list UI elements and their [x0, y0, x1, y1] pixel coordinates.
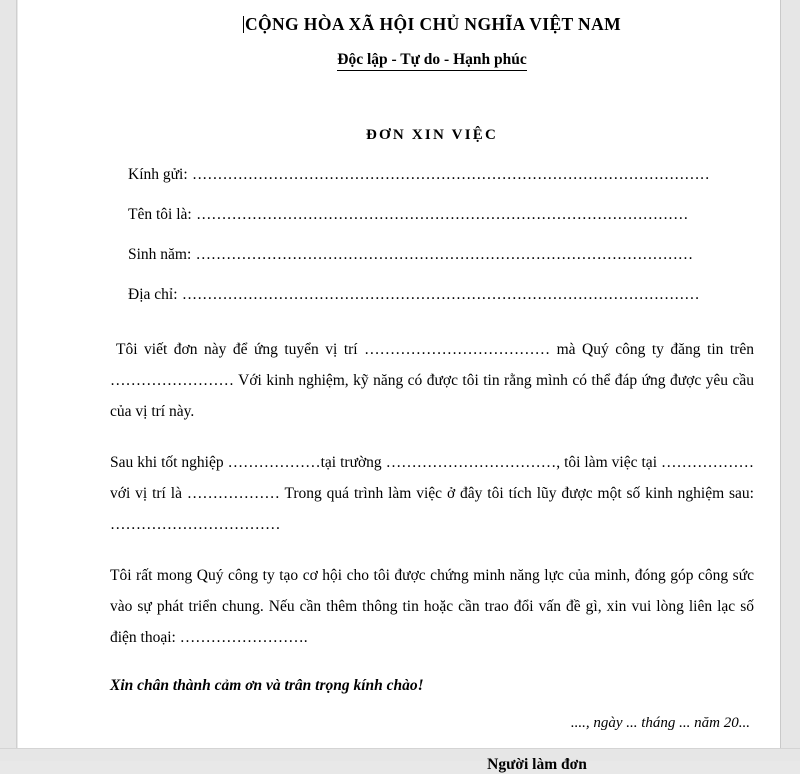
field-leader-birth-year[interactable]: .................................................................................................. [196, 246, 694, 263]
field-label-address: Địa chỉ: [128, 286, 178, 303]
field-leader-name[interactable]: ................................................................................................. [196, 206, 689, 223]
right-margin-gutter [780, 0, 800, 761]
document-page[interactable] [18, 0, 780, 773]
paragraph-position: Tôi viết đơn này để ứng tuyển vị trí ……………………………… mà Quý công ty đăng tin trên …………………… Với kinh nghiệm, kỹ năng có được tôi tin rằng mình có thể đáp ứng được yêu cầu của vị trí này. [110, 341, 754, 420]
field-row-birth-year[interactable] [110, 246, 754, 264]
date-line: ...., ngày ... tháng ... năm 20... [570, 715, 750, 731]
field-row-name[interactable] [110, 206, 754, 224]
paragraph-education: Sau khi tốt nghiệp ………………tại trường ……………………………, tôi làm việc tại ………………với vị trí là ……………… Trong quá trình làm việc ở đây tôi tích lũy được một số kinh nghiệm sau: …………………………… [110, 454, 754, 533]
field-leader-recipient[interactable]: ...................................................................................................... [192, 166, 711, 183]
field-row-address[interactable] [110, 286, 754, 304]
national-header-text: CỘNG HÒA XÃ HỘI CHỦ NGHĨA VIỆT NAM [244, 14, 622, 34]
national-header [110, 14, 754, 35]
field-label-name: Tên tôi là: [128, 206, 192, 223]
text-cursor-caret [243, 16, 244, 33]
document-title: ĐƠN XIN VIỆC [366, 127, 498, 143]
paragraph-request: Tôi rất mong Quý công ty tạo cơ hội cho tôi được chứng minh năng lực của minh, đóng góp công sức vào sự phát triển chung. Nếu cần thêm thông tin hoặc cần trao đổi vấn đề gì, xin vui lòng liên lạc số điện thoại: ……………………. [110, 567, 754, 646]
signer-label: Người làm đơn [487, 756, 587, 773]
closing-salutation: Xin chân thành cảm ơn và trân trọng kính chào! [110, 677, 424, 694]
field-label-birth-year: Sinh năm: [128, 246, 192, 263]
national-motto-text: Độc lập - Tự do - Hạnh phúc [337, 51, 526, 71]
field-leader-address[interactable]: ...................................................................................................... [182, 286, 701, 303]
left-margin-gutter [0, 0, 17, 761]
field-row-recipient[interactable] [110, 166, 754, 184]
field-label-recipient: Kính gửi: [128, 166, 188, 183]
national-motto [110, 51, 754, 71]
